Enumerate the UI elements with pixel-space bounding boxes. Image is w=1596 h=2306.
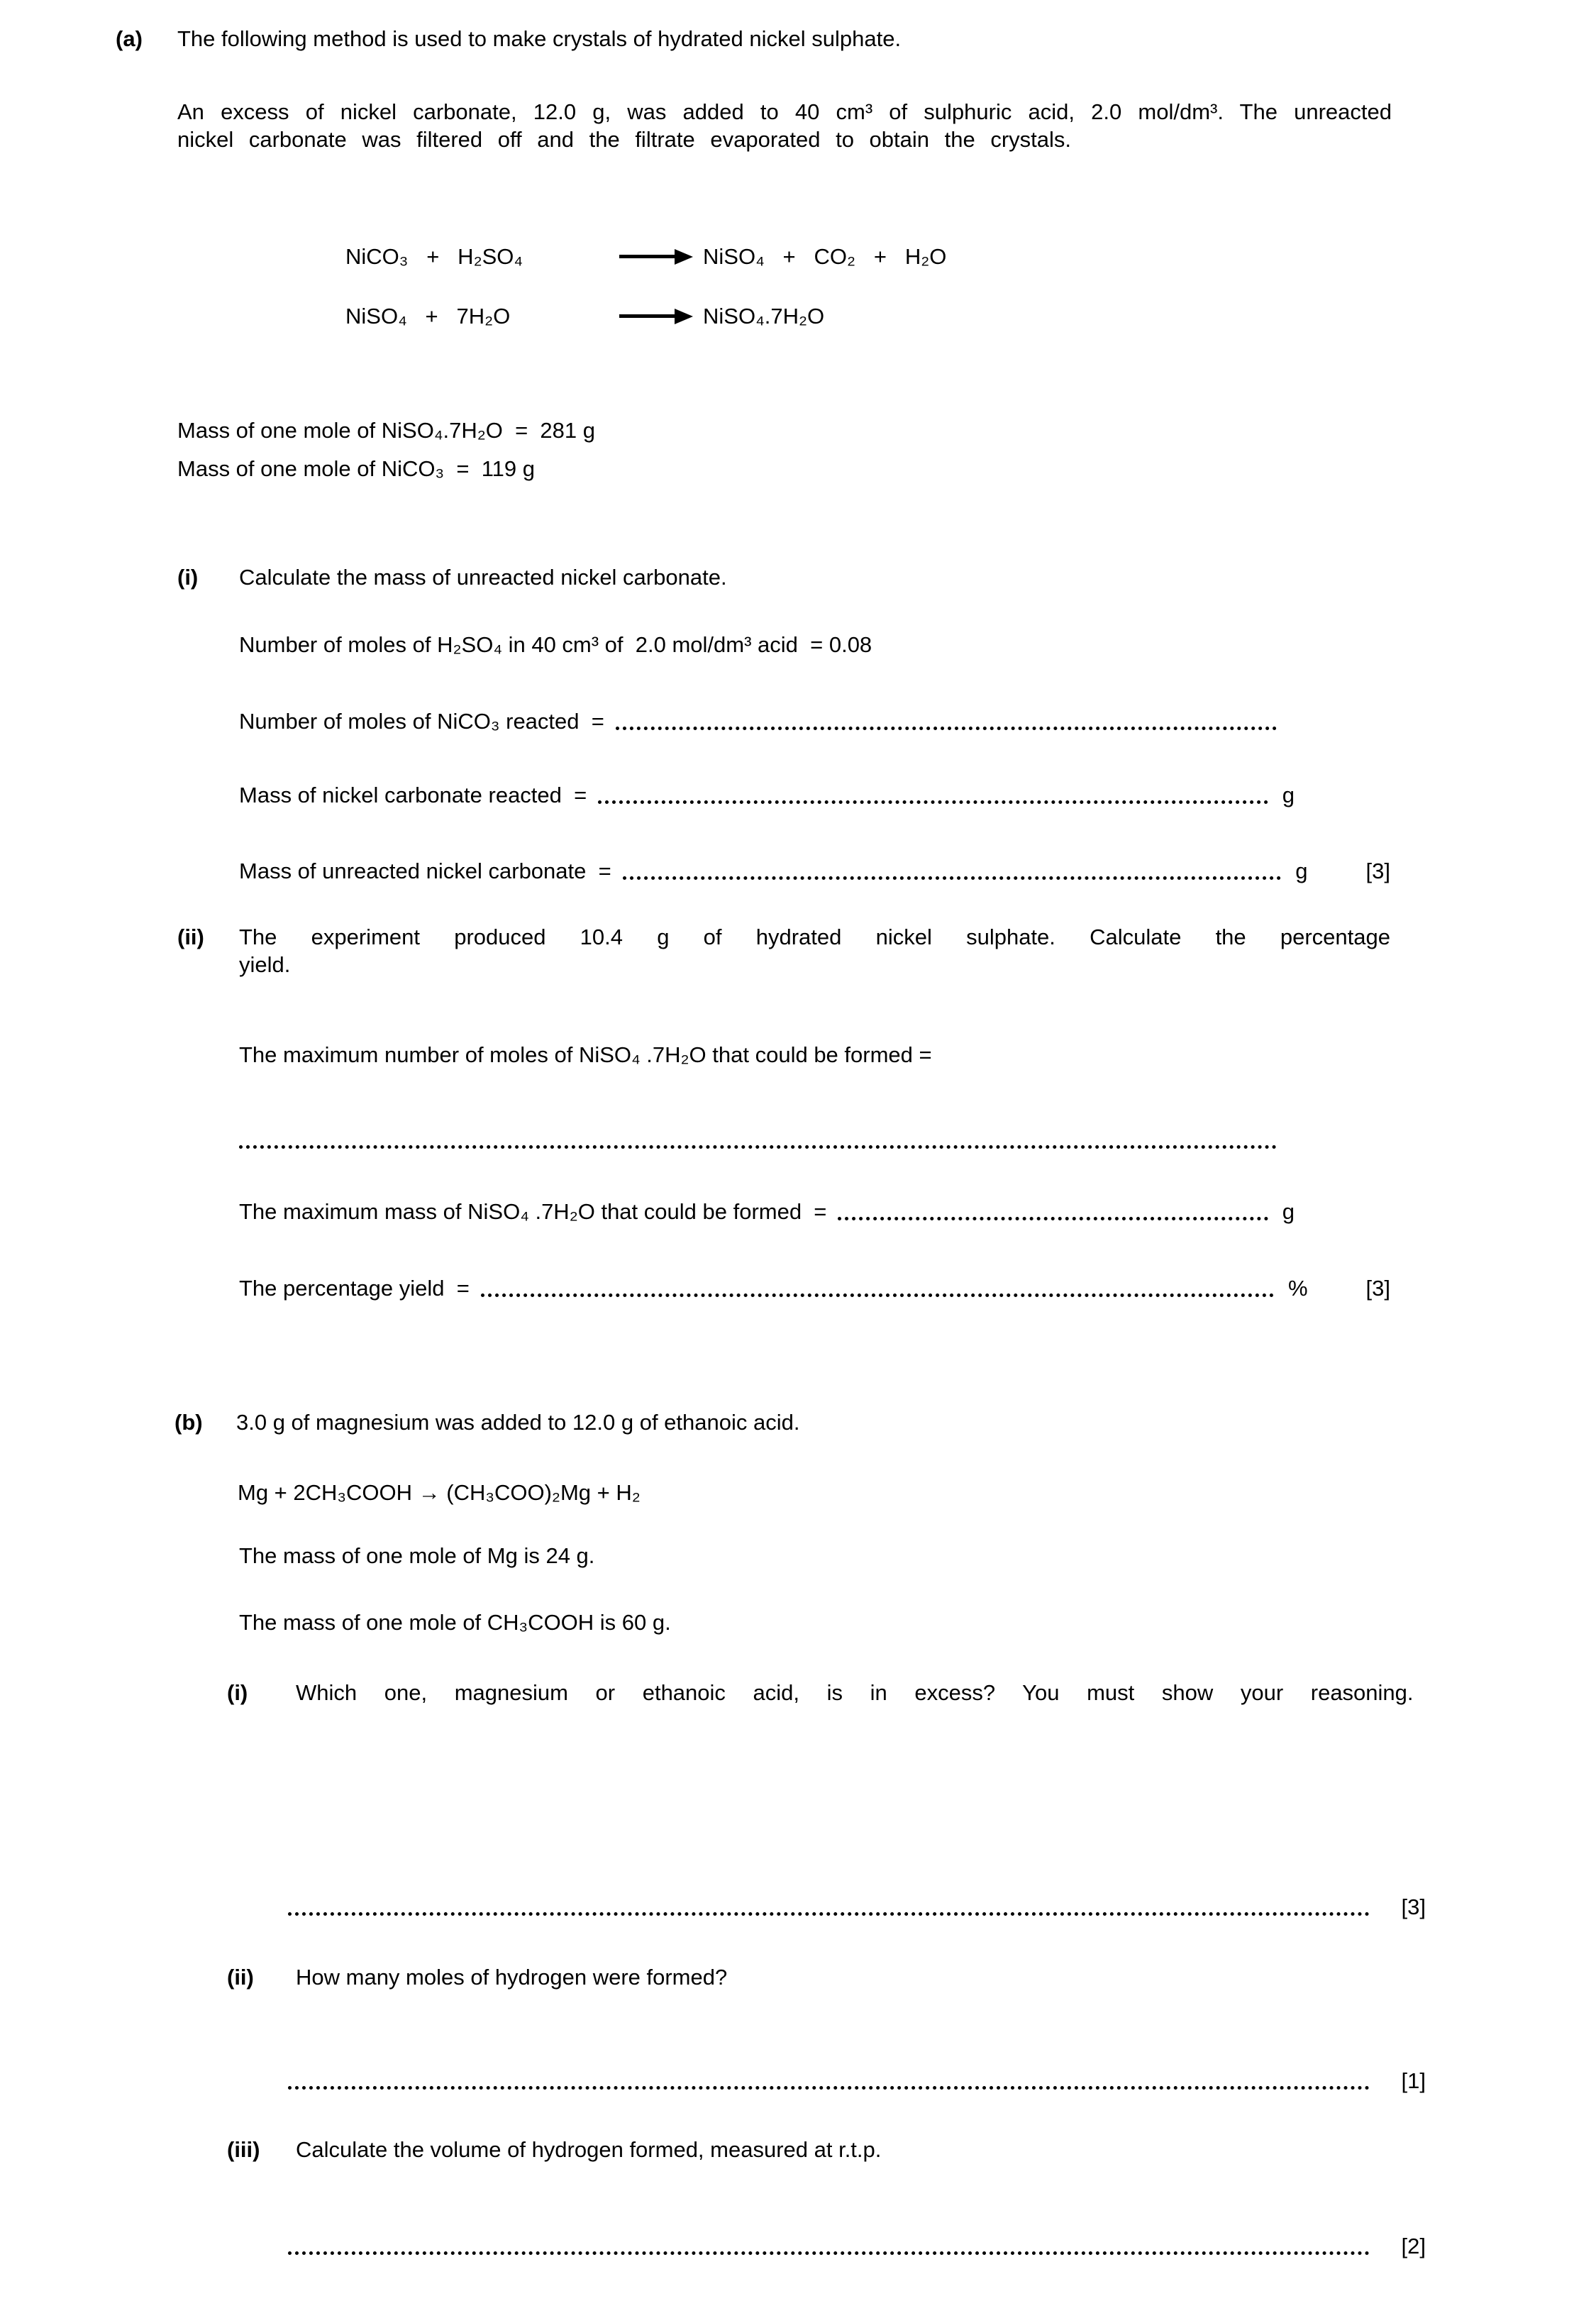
question-a-intro: The following method is used to make crystals of hydrated nickel sulphate. <box>177 26 902 51</box>
answer-dotted-line <box>598 800 1268 804</box>
answer-row-mass-unreacted-label: Mass of unreacted nickel carbonate = <box>239 859 611 883</box>
question-a-header <box>116 25 1596 53</box>
question-b-iii-header <box>227 2136 1484 2163</box>
unit-grams: g <box>1282 783 1295 807</box>
question-b-ii-label: (ii) <box>227 1965 254 1990</box>
equation-1-reactants: NiCO₃ + H₂SO₄ <box>345 244 523 269</box>
answer-dotted-line <box>288 1912 1370 1916</box>
molar-mass-nico3: Mass of one mole of NiCO₃ = 119 g <box>177 456 535 481</box>
question-a-label: (a) <box>116 26 143 51</box>
molar-mass-niso4-7h2o: Mass of one mole of NiSO₄.7H₂O = 281 g <box>177 418 595 443</box>
max-moles-line: The maximum number of moles of NiSO₄ .7H₂O that could be formed = <box>239 1042 932 1067</box>
marks-badge: [2] <box>1401 2234 1426 2258</box>
answer-row-mass-reacted-label: Mass of nickel carbonate reacted = <box>239 783 587 807</box>
answer-row-percentage-yield <box>239 1271 1390 1302</box>
question-b-i-text: Which one, magnesium or ethanoic acid, is in excess? You must show your reasoning. <box>296 1680 1414 1705</box>
question-a-method-paragraph: An excess of nickel carbonate, 12.0 g, was added to 40 cm³ of sulphuric acid, 2.0 mol/dm³. The unreacted nickel carbonate was filtered off and the filtrate evaporated to obtain the crystals. <box>177 99 1392 152</box>
reaction-arrow-icon <box>619 314 675 318</box>
question-b-ii-text: How many moles of hydrogen were formed? <box>296 1965 728 1990</box>
reaction-equations-block <box>345 243 1596 330</box>
equation-1 <box>345 243 1596 270</box>
question-b-intro: 3.0 g of magnesium was added to 12.0 g of ethanoic acid. <box>236 1410 800 1435</box>
answer-row-mass-reacted <box>239 778 1295 809</box>
answer-dotted-line <box>838 1217 1268 1220</box>
marks-badge: [1] <box>1401 2068 1426 2093</box>
question-b-i-label: (i) <box>227 1680 248 1705</box>
question-a-ii-label: (ii) <box>177 925 204 949</box>
molar-mass-block <box>177 416 1596 482</box>
answer-dotted-line <box>288 2251 1370 2255</box>
equation-2-products: NiSO₄.7H₂O <box>703 304 825 329</box>
answer-row-b-iii <box>288 2229 1426 2260</box>
marks-badge: [3] <box>1365 1276 1390 1301</box>
answer-dotted-line <box>239 1120 1277 1149</box>
answer-row-mass-unreacted <box>239 854 1390 885</box>
answer-row-b-ii <box>288 2063 1426 2095</box>
molar-mass-mg-line: The mass of one mole of Mg is 24 g. <box>239 1543 595 1568</box>
question-b-header <box>174 1408 1596 1436</box>
question-b-iii-label: (iii) <box>227 2137 260 2162</box>
answer-row-max-mass <box>239 1194 1295 1225</box>
answer-row-percentage-yield-label: The percentage yield = <box>239 1276 470 1301</box>
question-b-label: (b) <box>174 1410 203 1435</box>
answer-dotted-line <box>481 1293 1274 1297</box>
equation-2 <box>345 302 1596 330</box>
answer-row-max-mass-label: The maximum mass of NiSO₄ .7H₂O that could be formed = <box>239 1199 827 1224</box>
answer-row-moles-nico3-label: Number of moles of NiCO₃ reacted = <box>239 709 604 734</box>
reaction-arrow-icon <box>619 255 675 258</box>
answer-row-moles-nico3 <box>239 704 1277 735</box>
marks-badge: [3] <box>1401 1894 1426 1919</box>
equation-1-products: NiSO₄ + CO₂ + H₂O <box>703 244 947 269</box>
question-a-i-label: (i) <box>177 565 199 590</box>
answer-dotted-line <box>616 727 1277 730</box>
unit-grams: g <box>1295 859 1308 883</box>
question-b-i-header <box>227 1679 1484 1706</box>
question-a-i-header <box>177 563 1596 591</box>
equation-2-reactants: NiSO₄ + 7H₂O <box>345 304 511 329</box>
question-b-iii-text: Calculate the volume of hydrogen formed, measured at r.t.p. <box>296 2137 882 2162</box>
unit-percent: % <box>1287 1276 1308 1301</box>
answer-dotted-line <box>288 2086 1370 2090</box>
given-moles-line: Number of moles of H₂SO₄ in 40 cm³ of 2.0 mol/dm³ acid = 0.08 <box>239 632 872 657</box>
equation-b: Mg + 2CH₃COOH → (CH₃COO)₂Mg + H₂ <box>238 1480 641 1505</box>
answer-dotted-line <box>623 876 1282 880</box>
question-b-ii-header <box>227 1963 1484 1991</box>
unit-grams: g <box>1282 1199 1295 1224</box>
question-a-ii-text: The experiment produced 10.4 g of hydrated nickel sulphate. Calculate the percentage yield. <box>239 925 1390 977</box>
molar-mass-acid-line: The mass of one mole of CH₃COOH is 60 g. <box>239 1610 671 1635</box>
question-a-ii-header <box>177 923 1390 978</box>
question-a-i-text: Calculate the mass of unreacted nickel carbonate. <box>239 565 727 590</box>
marks-badge: [3] <box>1365 859 1390 883</box>
answer-row-b-i <box>288 1890 1426 1921</box>
